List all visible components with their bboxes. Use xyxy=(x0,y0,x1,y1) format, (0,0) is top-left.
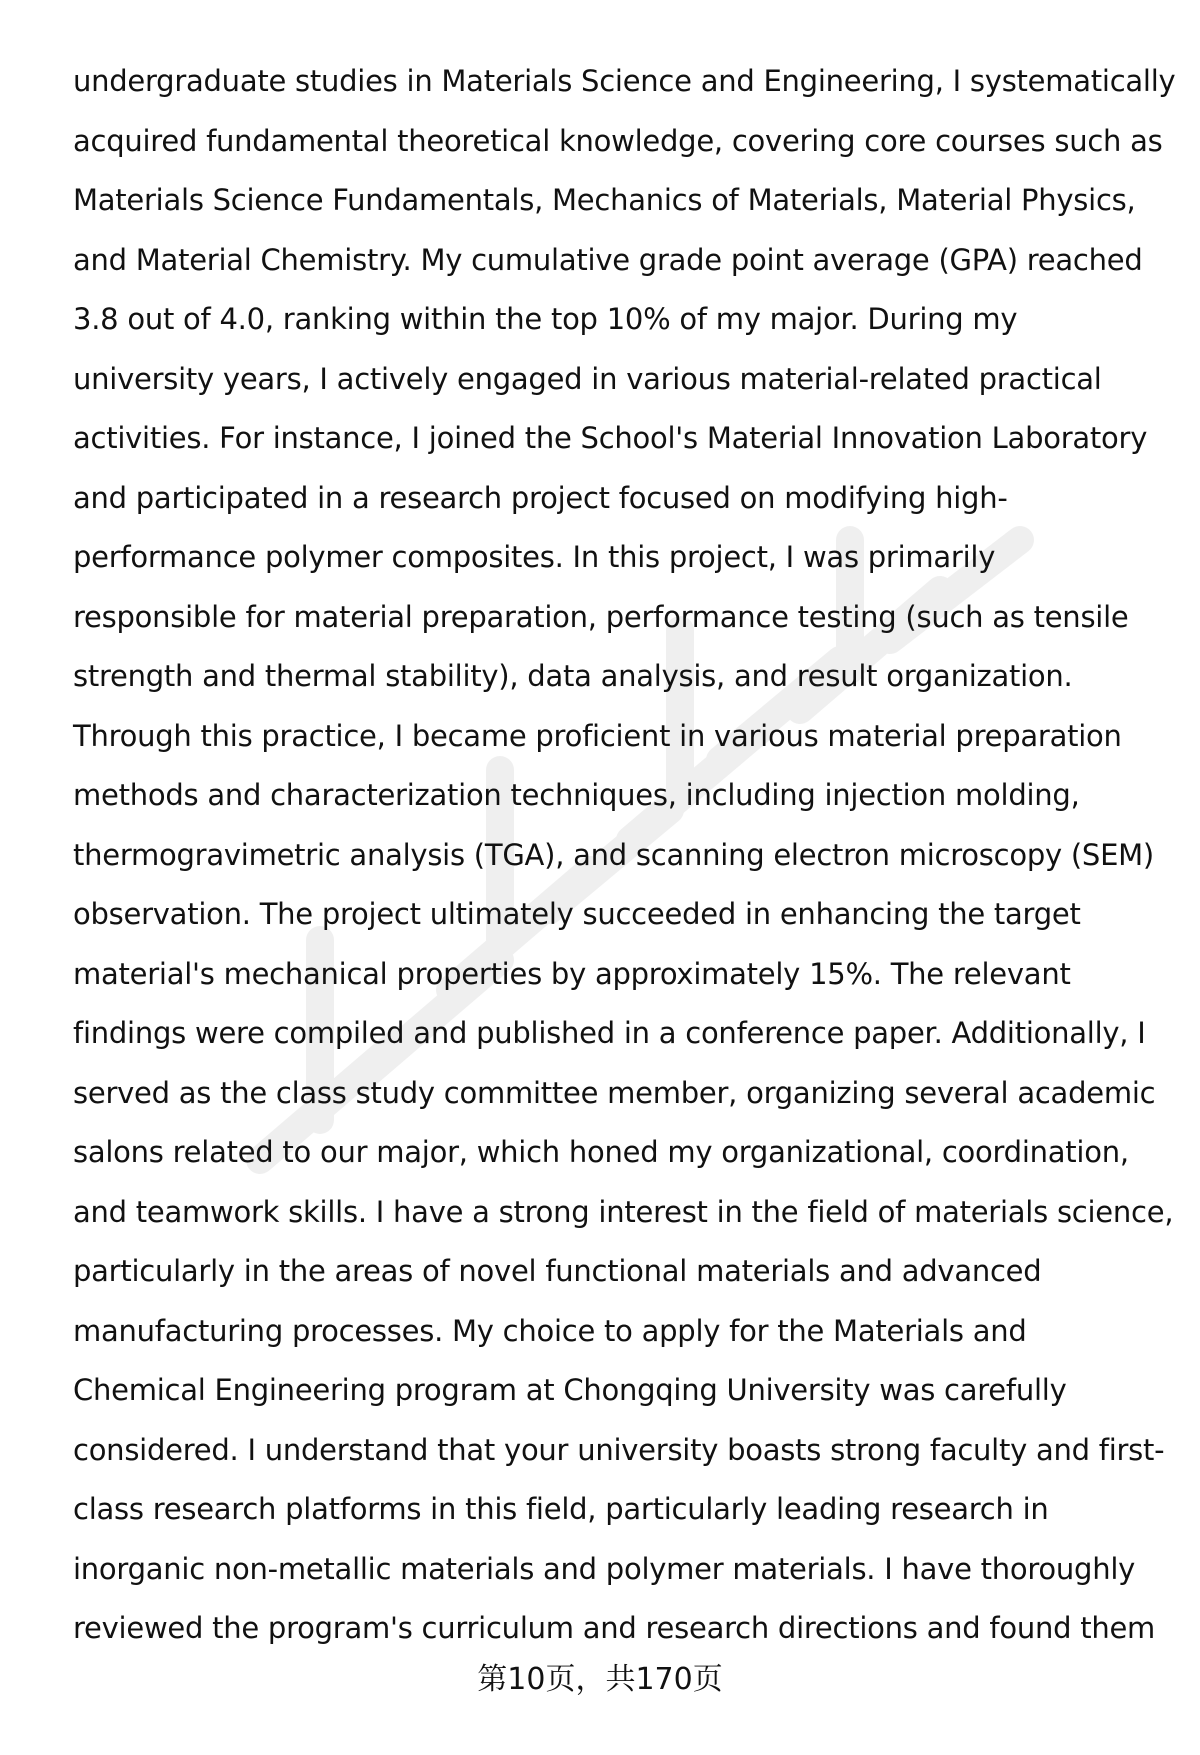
text-line: findings were compiled and published in a conference paper. Additionally, I xyxy=(73,1016,1146,1050)
text-line: acquired fundamental theoretical knowledge, covering core courses such as xyxy=(73,123,1163,158)
text-line: Chemical Engineering program at Chongqing University was carefully xyxy=(73,1373,1067,1407)
text-line: strength and thermal stability), data analysis, and result organization. xyxy=(73,659,1073,693)
text-line: reviewed the program's curriculum and research directions and found them xyxy=(73,1611,1156,1645)
body-paragraph xyxy=(73,52,1176,1659)
text-line: particularly in the areas of novel functional materials and advanced xyxy=(73,1254,1042,1288)
text-line: 3.8 out of 4.0, ranking within the top 10% of my major. During my xyxy=(73,302,1018,336)
text-line: salons related to our major, which honed my organizational, coordination, xyxy=(73,1135,1129,1169)
text-line: thermogravimetric analysis (TGA), and scanning electron microscopy (SEM) xyxy=(73,837,1154,872)
text-line: activities. For instance, I joined the School's Material Innovation Laboratory xyxy=(73,421,1148,455)
text-line: and teamwork skills. I have a strong interest in the field of materials science, xyxy=(73,1194,1174,1229)
text-line: methods and characterization techniques, including injection molding, xyxy=(73,778,1080,812)
text-line: material's mechanical properties by approximately 15%. The relevant xyxy=(73,956,1071,991)
text-line: Through this practice, I became proficient in various material preparation xyxy=(73,718,1122,753)
page-number: 第10页，共170页 xyxy=(477,1662,723,1697)
text-line: class research platforms in this field, particularly leading research in xyxy=(73,1492,1049,1526)
text-line: considered. I understand that your university boasts strong faculty and first- xyxy=(73,1432,1165,1467)
text-line: observation. The project ultimately succeeded in enhancing the target xyxy=(73,897,1081,931)
text-line: and Material Chemistry. My cumulative grade point average (GPA) reached xyxy=(73,242,1143,277)
text-line: and participated in a research project focused on modifying high- xyxy=(73,480,1008,515)
text-line: Materials Science Fundamentals, Mechanics of Materials, Material Physics, xyxy=(73,183,1136,217)
text-line: performance polymer composites. In this project, I was primarily xyxy=(73,540,996,574)
text-line: manufacturing processes. My choice to apply for the Materials and xyxy=(73,1313,1027,1348)
text-line: responsible for material preparation, performance testing (such as tensile xyxy=(73,599,1129,634)
text-line: university years, I actively engaged in various material-related practical xyxy=(73,361,1102,396)
text-line: served as the class study committee member, organizing several academic xyxy=(73,1075,1156,1110)
text-line: undergraduate studies in Materials Science and Engineering, I systematically xyxy=(73,64,1176,98)
text-line: inorganic non-metallic materials and polymer materials. I have thoroughly xyxy=(73,1551,1136,1586)
